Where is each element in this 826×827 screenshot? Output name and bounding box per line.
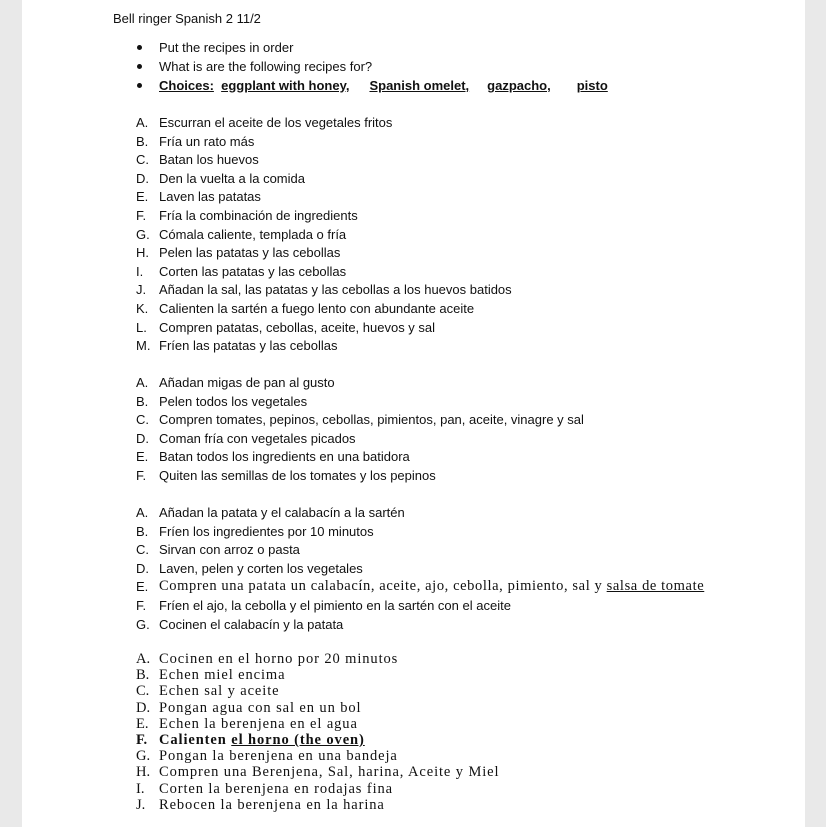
step-text [159, 300, 474, 317]
step-text-main: Fría un rato más [159, 133, 255, 149]
choice-omelet: Spanish omelet, [369, 78, 470, 93]
choices-label: Choices: [159, 78, 214, 93]
step-text-underlined: el horno (the oven) [231, 731, 365, 748]
step-text-main: Fría la combinación de ingredients [159, 207, 358, 223]
step-text [159, 170, 305, 187]
step-text-main: Laven las patatas [159, 189, 261, 205]
step-text [159, 732, 365, 749]
step-letter: L. [136, 319, 147, 335]
step-text-main: Corten las patatas y las cebollas [159, 263, 347, 279]
choice-pisto: pisto [576, 78, 608, 93]
step-text [159, 667, 285, 684]
step-text-main: Laven, pelen y corten los vegetales [159, 560, 363, 576]
step-letter: D. [136, 170, 149, 186]
step-letter: C. [136, 152, 149, 168]
step-letter: D. [136, 430, 149, 446]
choice-gazpacho: gazpacho, [487, 78, 551, 93]
step-text [159, 683, 279, 700]
step-letter: B. [136, 133, 149, 149]
page-title: Bell ringer Spanish 2 11/2 [113, 11, 261, 26]
step-letter: A. [136, 651, 151, 667]
step-text [159, 244, 340, 261]
step-text [159, 578, 704, 595]
step-text [159, 114, 392, 131]
step-letter: M. [136, 338, 151, 354]
step-letter: G. [136, 616, 150, 632]
step-text-main: Compren tomates, pepinos, cebollas, pimientos, pan, aceite, vinagre y sal [159, 412, 584, 428]
step-letter: C. [136, 683, 150, 700]
step-text [159, 797, 385, 814]
choice-eggplant: eggplant with honey, [221, 78, 350, 93]
step-text-main: Pongan la berenjena en una bandeja [159, 748, 398, 765]
step-text-main: Quiten las semillas de los tomates y los pepinos [159, 467, 436, 483]
step-letter: H. [136, 245, 149, 261]
step-letter: C. [136, 412, 149, 428]
step-letter: J. [136, 796, 146, 813]
step-letter: F. [136, 467, 147, 483]
step-text [159, 748, 398, 765]
step-text-main: Den la vuelta a la comida [159, 170, 305, 186]
step-text-main: Fríen las patatas y las cebollas [159, 338, 338, 354]
step-text [159, 263, 346, 280]
step-letter: D. [136, 560, 149, 576]
step-text-main: Cocinen en el horno por 20 minutos [159, 651, 399, 667]
step-text-main: Corten la berenjena en rodajas fina [159, 780, 394, 797]
step-text [159, 374, 335, 391]
step-letter: E. [136, 449, 149, 465]
step-text [159, 448, 410, 465]
step-text [159, 651, 398, 668]
step-text-main: Batan los huevos [159, 152, 259, 168]
step-text-main: Pongan agua con sal en un bol [159, 699, 362, 716]
step-text-main: Batan todos los ingredients en una batidora [159, 449, 410, 465]
step-text-main: Sirvan con arroz o pasta [159, 542, 300, 558]
step-text [159, 411, 584, 428]
step-letter: I. [136, 263, 144, 279]
step-text [159, 616, 343, 633]
step-text [159, 393, 307, 410]
step-letter: A. [136, 375, 149, 390]
step-text-main: Echen sal y aceite [159, 683, 280, 700]
step-letter: J. [136, 282, 147, 298]
step-letter: C. [136, 542, 149, 558]
step-letter: F. [136, 731, 148, 748]
step-text [159, 700, 361, 717]
step-text [159, 133, 254, 150]
step-text-main: Pelen todos los vegetales [159, 393, 308, 409]
step-text-main: Compren una Berenjena, Sal, harina, Aceite y Miel [159, 764, 500, 781]
step-text [159, 430, 356, 447]
step-letter: A. [136, 115, 149, 130]
step-text-main: Compren patatas, cebollas, aceite, huevos y sal [159, 319, 436, 335]
bullet-icon [137, 83, 142, 88]
step-text-main: Rebocen la berenjena en la harina [159, 796, 385, 813]
step-text [159, 226, 346, 243]
step-text-main: Calienten [159, 731, 227, 748]
step-text-main: Cómala caliente, templada o fría [159, 226, 347, 242]
step-text [159, 523, 374, 540]
step-text-main: Añadan la sal, las patatas y las cebollas a los huevos batidos [159, 282, 512, 298]
step-letter: B. [136, 667, 150, 684]
instruction-text: What is are the following recipes for? [159, 59, 373, 74]
step-text-main: Echen miel encima [159, 667, 286, 684]
step-letter: E. [136, 715, 149, 732]
step-text-main: Coman fría con vegetales picados [159, 430, 356, 446]
step-text [159, 716, 358, 733]
step-text [159, 337, 337, 354]
step-text-main: Escurran el aceite de los vegetales fritos [159, 115, 393, 130]
step-text-underlined: salsa de tomate [606, 578, 705, 595]
step-text [159, 781, 393, 798]
step-text [159, 504, 405, 521]
step-text-main: Calienten la sartén a fuego lento con abundante aceite [159, 300, 475, 316]
step-letter: B. [136, 393, 149, 409]
step-text [159, 207, 358, 224]
step-letter: B. [136, 523, 149, 539]
step-letter: A. [136, 505, 149, 520]
bullet-icon [137, 64, 142, 69]
step-text [159, 281, 512, 298]
step-letter: E. [136, 579, 149, 595]
step-text-main: Cocinen el calabacín y la patata [159, 616, 344, 632]
step-text [159, 188, 261, 205]
step-letter: F. [136, 597, 147, 613]
step-text [159, 597, 511, 614]
step-text [159, 764, 499, 781]
step-text [159, 151, 259, 168]
step-letter: H. [136, 764, 151, 781]
step-text-main: Añadan la patata y el calabacín a la sartén [159, 505, 405, 520]
step-letter: G. [136, 748, 151, 765]
step-letter: G. [136, 226, 150, 242]
step-letter: E. [136, 189, 149, 205]
step-text [159, 560, 363, 577]
step-text [159, 541, 300, 558]
step-letter: I. [136, 780, 145, 797]
instruction-text: Put the recipes in order [159, 40, 294, 55]
step-letter: K. [136, 300, 149, 316]
step-text [159, 467, 436, 484]
step-letter: F. [136, 207, 147, 223]
step-text-main: Fríen los ingredientes por 10 minutos [159, 523, 374, 539]
step-text-main: Fríen el ajo, la cebolla y el pimiento en la sartén con el aceite [159, 597, 511, 613]
step-text-main: Compren una patata un calabacín, aceite, ajo, cebolla, pimiento, sal y [159, 578, 603, 595]
bullet-icon [137, 45, 142, 50]
choices-line [159, 77, 608, 94]
step-text-main: Echen la berenjena en el agua [159, 715, 358, 732]
step-text [159, 319, 435, 336]
step-text-main: Pelen las patatas y las cebollas [159, 245, 341, 261]
step-letter: D. [136, 699, 151, 716]
step-text-main: Añadan migas de pan al gusto [159, 375, 335, 390]
